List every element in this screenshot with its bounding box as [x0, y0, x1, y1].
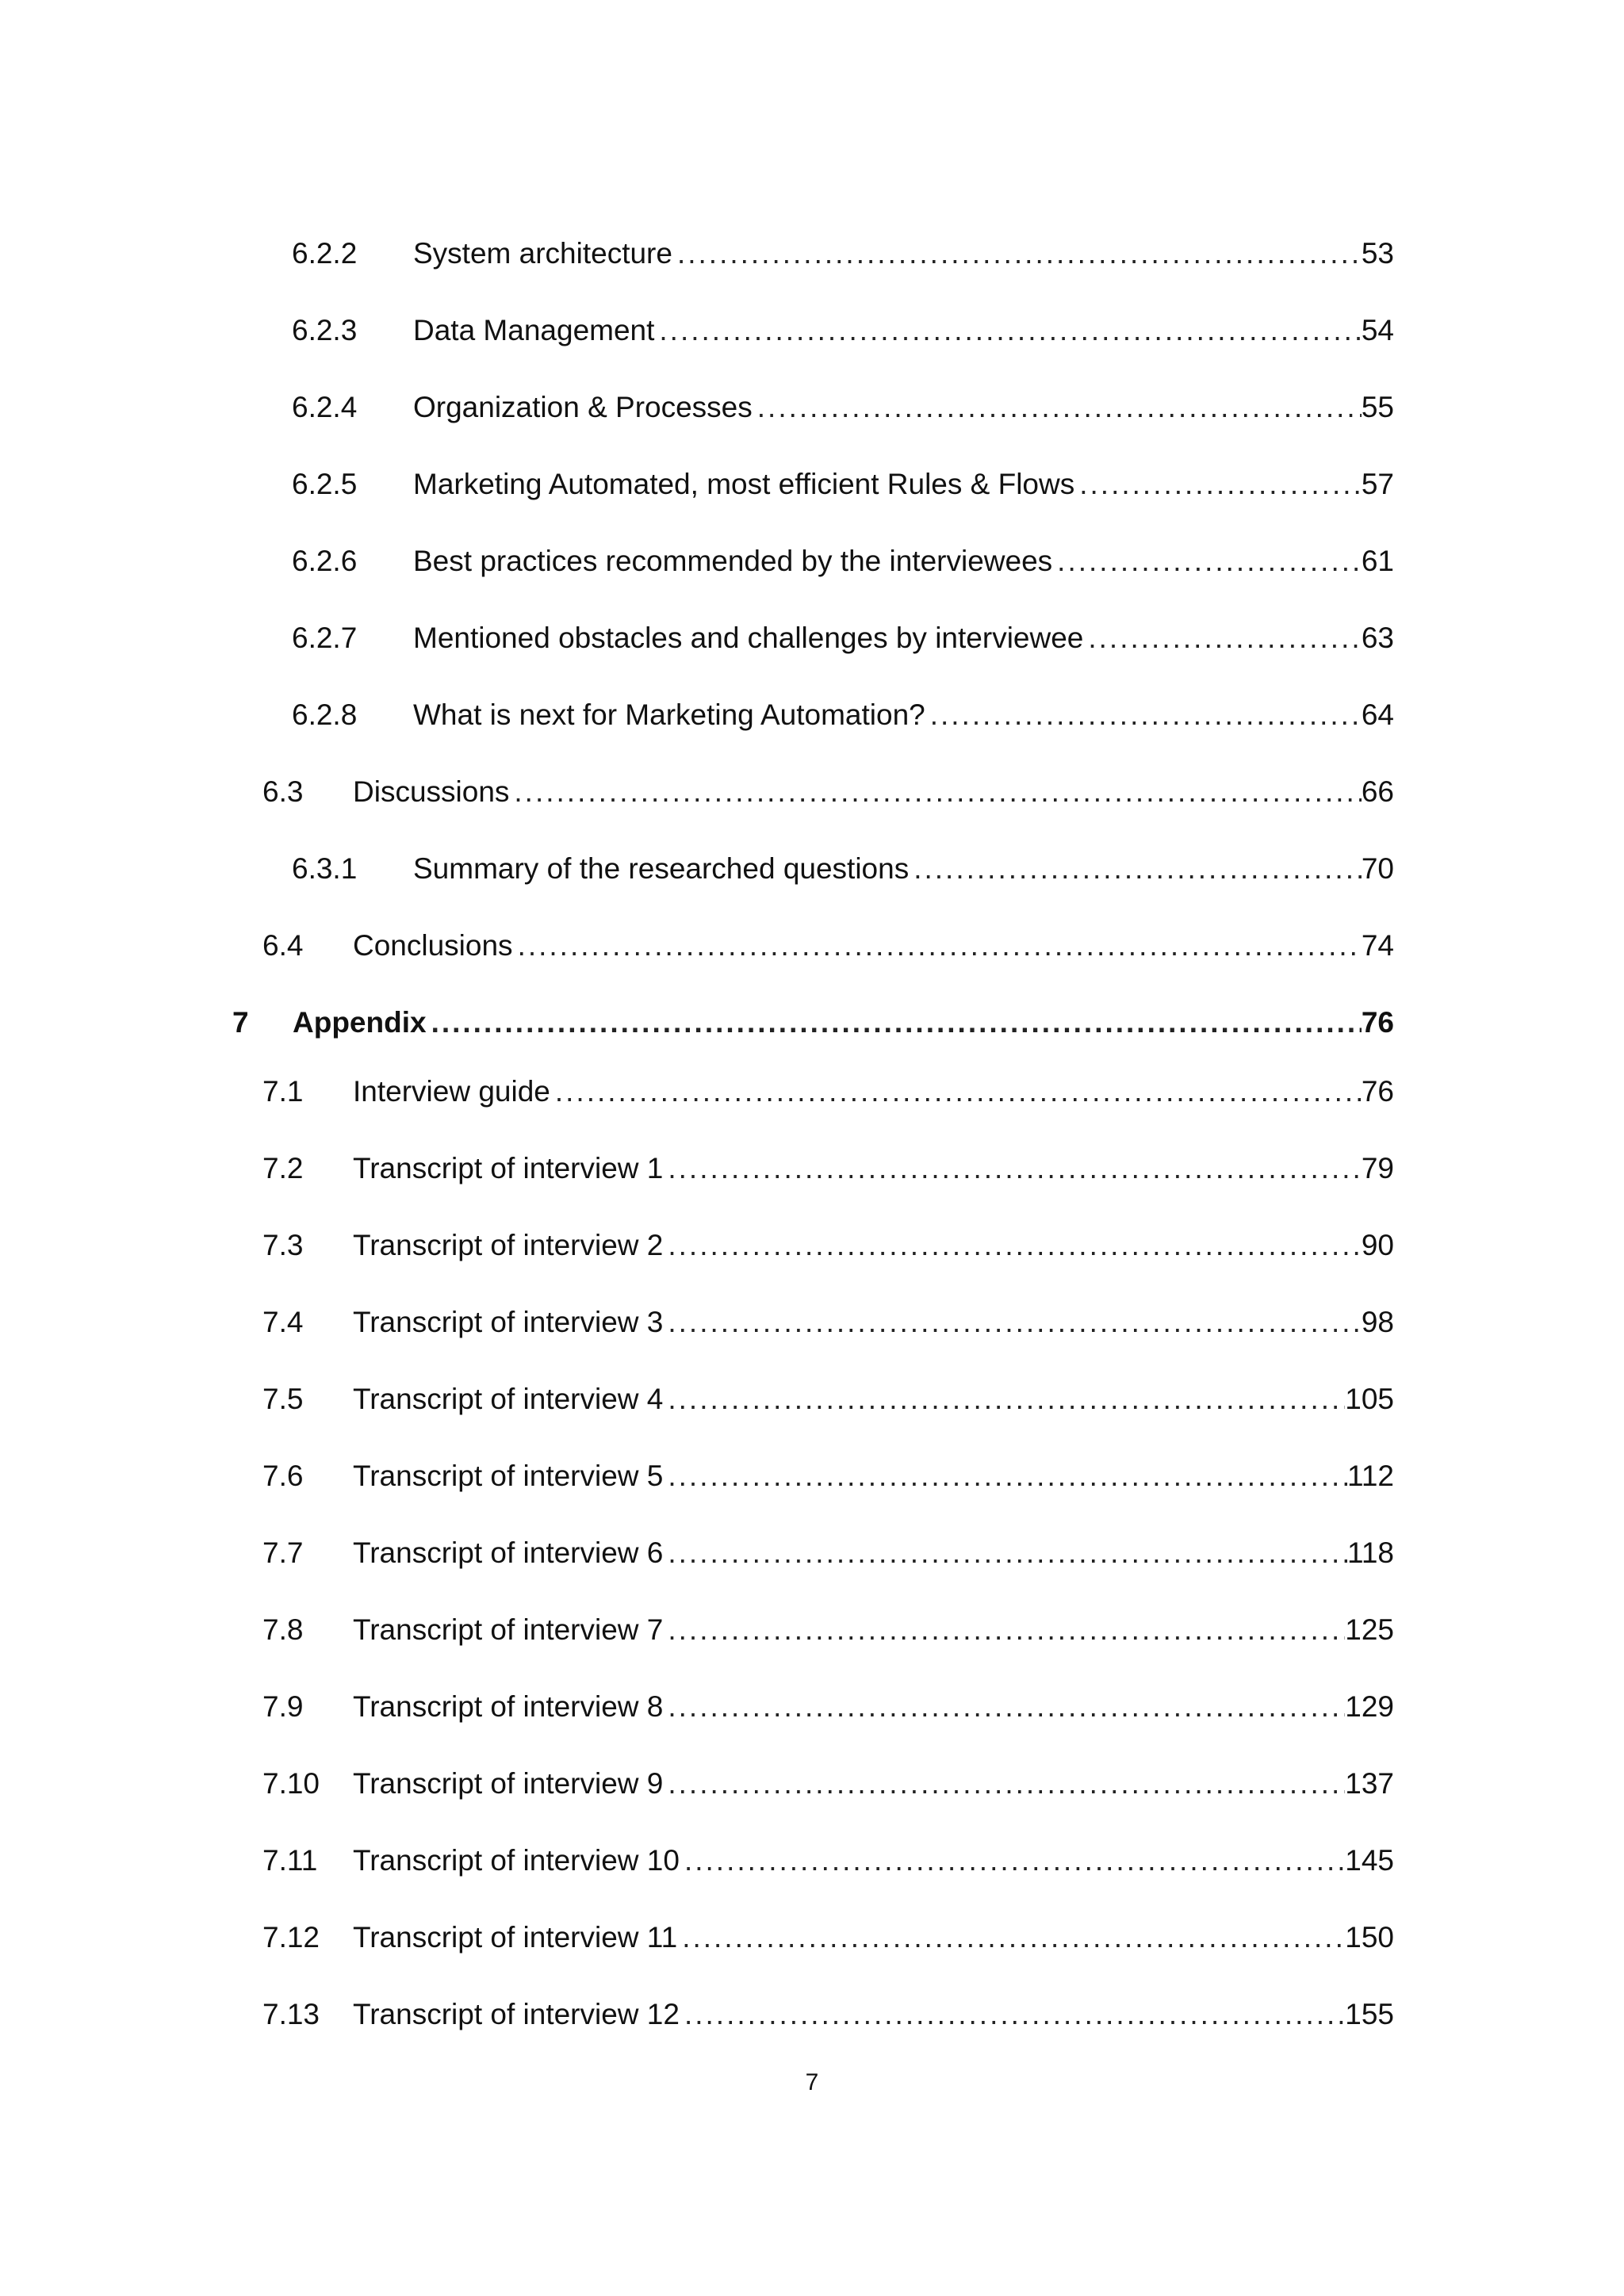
toc-entry-title: Transcript of interview 8 [353, 1690, 664, 1723]
toc-dot-leader [909, 845, 1362, 893]
toc-entry-page: 54 [1361, 314, 1394, 346]
toc-entry[interactable] [0, 1683, 1624, 1731]
toc-entry[interactable] [0, 999, 1624, 1047]
toc-entry[interactable] [0, 614, 1624, 662]
toc-entry-title: What is next for Marketing Automation? [413, 698, 925, 731]
toc-entry-line [293, 999, 1394, 1047]
toc-entry-title: Transcript of interview 3 [353, 1306, 664, 1338]
toc-entry-line [353, 922, 1394, 970]
toc-entry-number: 7.10 [262, 1767, 320, 1800]
toc-entry-page: 55 [1361, 391, 1394, 423]
toc-entry-page: 61 [1361, 545, 1394, 577]
toc-entry-number: 6.3.1 [292, 852, 358, 885]
toc-entry-page: 64 [1361, 698, 1394, 731]
toc-entry-number: 7.3 [262, 1229, 304, 1261]
toc-entry-number: 7.2 [262, 1152, 304, 1184]
toc-entry-title: Transcript of interview 5 [353, 1460, 664, 1492]
toc-entry[interactable] [0, 1529, 1624, 1577]
page-number: 7 [805, 2069, 819, 2095]
toc-entry-line [353, 1299, 1394, 1346]
toc-entry-title: Mentioned obstacles and challenges by interviewee [413, 622, 1084, 654]
toc-entry-page: 66 [1361, 775, 1394, 808]
toc-entry-line [413, 614, 1394, 662]
toc-entry-number: 7.1 [262, 1075, 304, 1108]
toc-entry-title: Data Management [413, 314, 655, 346]
toc-entry[interactable] [0, 1914, 1624, 1961]
toc-entry-title: Transcript of interview 12 [353, 1998, 680, 2030]
toc-entry-number: 7.8 [262, 1613, 304, 1646]
toc-entry-line [353, 1145, 1394, 1192]
toc-entry-title: Transcript of interview 1 [353, 1152, 664, 1184]
toc-entry[interactable] [0, 1837, 1624, 1885]
toc-entry-page: 90 [1361, 1229, 1394, 1261]
toc-entry[interactable] [0, 922, 1624, 970]
toc-entry-page: 155 [1345, 1998, 1394, 2030]
toc-entry-page: 79 [1361, 1152, 1394, 1184]
toc-entry-line [353, 1452, 1394, 1500]
toc-entry-number: 6.2.8 [292, 698, 358, 731]
toc-entry-title: Organization & Processes [413, 391, 753, 423]
toc-dot-leader [654, 307, 1361, 354]
toc-entry-page: 74 [1361, 929, 1394, 962]
toc-entry[interactable] [0, 1145, 1624, 1192]
toc-entry-line [353, 1529, 1394, 1577]
toc-entry-title: System architecture [413, 237, 672, 270]
toc-entry-title: Best practices recommended by the interviewees [413, 545, 1053, 577]
toc-dot-leader [680, 1837, 1345, 1885]
toc-entry-page: 145 [1345, 1844, 1394, 1877]
toc-entry-page: 129 [1345, 1690, 1394, 1723]
toc-entry[interactable] [0, 307, 1624, 354]
toc-entry[interactable] [0, 1376, 1624, 1423]
toc-entry-number: 6.3 [262, 775, 304, 808]
toc-entry-line [353, 1837, 1394, 1885]
toc-entry[interactable] [0, 1760, 1624, 1808]
toc-entry[interactable] [0, 1452, 1624, 1500]
toc-entry-line [413, 384, 1394, 431]
toc-dot-leader [1083, 614, 1361, 662]
toc-entry[interactable] [0, 461, 1624, 508]
toc-entry-line [353, 1991, 1394, 2038]
toc-dot-leader [680, 1991, 1345, 2038]
toc-entry-number: 7.4 [262, 1306, 304, 1338]
toc-entry-number: 7.5 [262, 1383, 304, 1415]
toc-dot-leader [1052, 538, 1362, 585]
toc-entry-title: Conclusions [353, 929, 513, 962]
toc-entry-line [413, 307, 1394, 354]
toc-dot-leader [427, 999, 1362, 1047]
toc-entry-line [413, 461, 1394, 508]
toc-entry[interactable] [0, 845, 1624, 893]
toc-entry-number: 6.2.5 [292, 468, 358, 500]
toc-dot-leader [663, 1606, 1345, 1654]
toc-entry-number: 7.7 [262, 1536, 304, 1569]
toc-entry-line [353, 1760, 1394, 1808]
toc-entry-line [413, 230, 1394, 277]
toc-dot-leader [663, 1683, 1345, 1731]
toc-dot-leader [663, 1222, 1361, 1269]
toc-entry-number: 6.2.7 [292, 622, 358, 654]
toc-entry-title: Transcript of interview 2 [353, 1229, 664, 1261]
toc-entry-page: 98 [1361, 1306, 1394, 1338]
toc-entry-page: 118 [1347, 1536, 1394, 1569]
toc-entry-title: Marketing Automated, most efficient Rules & Flows [413, 468, 1075, 500]
toc-entry-line [353, 768, 1394, 816]
toc-entry-page: 57 [1361, 468, 1394, 500]
toc-entry-line [353, 1222, 1394, 1269]
toc-entry-number: 6.2.3 [292, 314, 358, 346]
toc-dot-leader [1074, 461, 1362, 508]
toc-dot-leader [663, 1376, 1345, 1423]
toc-entry-page: 137 [1345, 1767, 1394, 1800]
toc-entry-title: Transcript of interview 11 [353, 1921, 678, 1954]
toc-entry-title: Summary of the researched questions [413, 852, 910, 885]
toc-entry-title: Transcript of interview 6 [353, 1536, 664, 1569]
toc-entry[interactable] [0, 1991, 1624, 2038]
toc-entry[interactable] [0, 1606, 1624, 1654]
toc-entry-number: 7.9 [262, 1690, 304, 1723]
toc-entry-line [353, 1068, 1394, 1115]
toc-dot-leader [550, 1068, 1362, 1115]
toc-entry[interactable] [0, 538, 1624, 585]
toc-entry-page: 76 [1361, 1075, 1394, 1108]
toc-dot-leader [663, 1145, 1361, 1192]
toc-entry-page: 53 [1361, 237, 1394, 270]
toc-entry-number: 7 [232, 1006, 249, 1039]
toc-entry-title: Appendix [293, 1006, 427, 1039]
toc-entry-title: Discussions [353, 775, 510, 808]
toc-dot-leader [663, 1529, 1347, 1577]
toc-entry-title: Interview guide [353, 1075, 550, 1108]
toc-entry-number: 6.4 [262, 929, 304, 962]
toc-dot-leader [513, 922, 1362, 970]
toc-entry-line [413, 691, 1394, 739]
toc-entry-line [413, 538, 1394, 585]
toc-dot-leader [663, 1760, 1345, 1808]
toc-dot-leader [663, 1452, 1347, 1500]
toc-dot-leader [672, 230, 1362, 277]
toc-entry-line [353, 1606, 1394, 1654]
toc-entry-number: 7.11 [262, 1844, 318, 1877]
toc-dot-leader [677, 1914, 1345, 1961]
toc-dot-leader [509, 768, 1361, 816]
toc-entry-number: 6.2.6 [292, 545, 358, 577]
toc-dot-leader [753, 384, 1362, 431]
toc-entry-title: Transcript of interview 4 [353, 1383, 664, 1415]
toc-entry-line [413, 845, 1394, 893]
toc-entry-number: 6.2.2 [292, 237, 358, 270]
toc-entry-number: 6.2.4 [292, 391, 358, 423]
toc-entry-title: Transcript of interview 7 [353, 1613, 664, 1646]
toc-entry-page: 125 [1345, 1613, 1394, 1646]
toc-entry-page: 150 [1345, 1921, 1394, 1954]
toc-entry[interactable] [0, 768, 1624, 816]
toc-entry-line [353, 1914, 1394, 1961]
toc-entry-title: Transcript of interview 10 [353, 1844, 680, 1877]
toc-entry-page: 70 [1361, 852, 1394, 885]
toc-entry[interactable] [0, 1068, 1624, 1115]
toc-dot-leader [925, 691, 1362, 739]
toc-entry[interactable] [0, 1299, 1624, 1346]
toc-entry-page: 76 [1361, 1006, 1394, 1039]
toc-entry[interactable] [0, 1222, 1624, 1269]
toc-entry[interactable] [0, 691, 1624, 739]
toc-entry-line [353, 1683, 1394, 1731]
toc-entry-line [353, 1376, 1394, 1423]
toc-entry-page: 63 [1361, 622, 1394, 654]
toc-entry[interactable] [0, 230, 1624, 277]
toc-entry-number: 7.6 [262, 1460, 304, 1492]
toc-entry-number: 7.13 [262, 1998, 320, 2030]
toc-entry-title: Transcript of interview 9 [353, 1767, 664, 1800]
toc-entry-number: 7.12 [262, 1921, 320, 1954]
toc-dot-leader [663, 1299, 1361, 1346]
toc-entry-page: 112 [1347, 1460, 1394, 1492]
toc-entry-page: 105 [1345, 1383, 1394, 1415]
toc-entry[interactable] [0, 384, 1624, 431]
